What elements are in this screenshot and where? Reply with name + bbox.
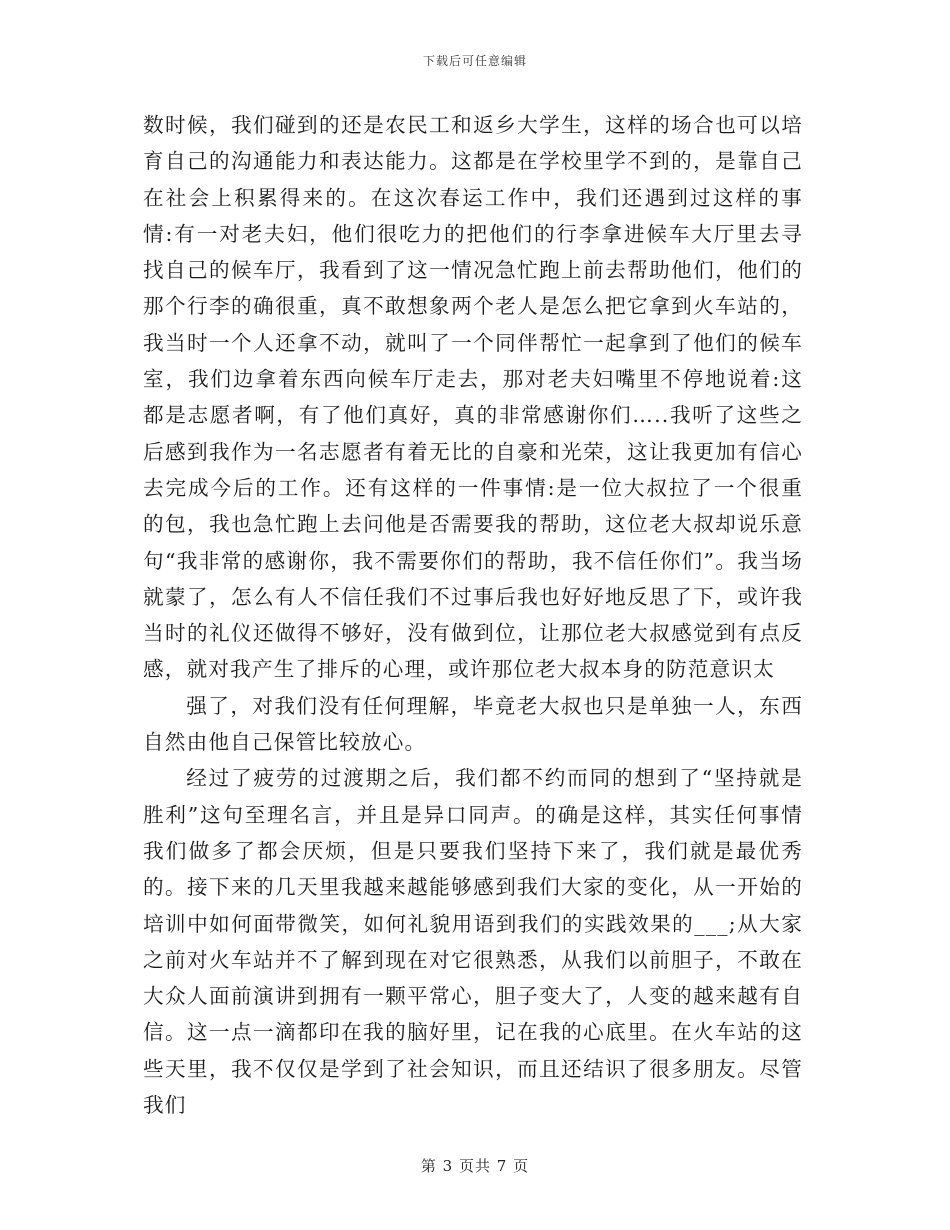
paragraph-3: 经过了疲劳的过渡期之后，我们都不约而同的想到了“坚持就是胜利”这句至理名言，并且是异口同声。的确是这样，其实任何事情我们做多了都会厌烦，但是只要我们坚持下来了，我们就是最优秀的。接下来的几天里我越来越能够感到我们大家的变化，从一开始的培训中如何面带微笑，如何礼貌用语到我们的实践效果的___;从大家之前对火车站并不了解到现在对它很熟悉，从我们以前胆子，不敢在大众人面前演讲到拥有一颗平常心，胆子变大了，人变的越来越有自信。这一点一滴都印在我的脑好里，记在我的心底里。在火车站的这些天里，我不仅仅是学到了社会知识，而且还结识了很多朋友。尽管我们 [143, 766, 803, 1118]
page-footer: 第 3 页共 7 页 [420, 1157, 530, 1175]
paragraph-1: 数时候，我们碰到的还是农民工和返乡大学生，这样的场合也可以培育自己的沟通能力和表达能力。这都是在学校里学不到的，是靠自己在社会上积累得来的。在这次春运工作中，我们还遇到过这样的事情:有一对老夫妇，他们很吃力的把他们的行李拿进候车大厅里去寻找自己的候车厅，我看到了这一情况急忙跑上前去帮助他们，他们的那个行李的确很重，真不敢想象两个老人是怎么把它拿到火车站的，我当时一个人还拿不动，就叫了一个同伴帮忙一起拿到了他们的候车室，我们边拿着东西向候车厅走去，那对老夫妇嘴里不停地说着:这都是志愿者啊，有了他们真好，真的非常感谢你们…..我听了这些之后感到我作为一名志愿者有着无比的自豪和光荣，这让我更加有信心去完成今后的工作。还有这样的一件事情:是一位大叔拉了一个很重的包，我也急忙跑上去问他是否需要我的帮助，这位老大叔却说乐意句“我非常的感谢你，我不需要你们的帮助，我不信任你们”。我当场就蒙了，怎么有人不信任我们不过事后我也好好地反思了下，或许我当时的礼仪还做得不够好，没有做到位，让那位老大叔感觉到有点反感，就对我产生了排斥的心理，或许那位老大叔本身的防范意识太 [143, 113, 803, 682]
page-header: 下载后可任意编辑 [422, 54, 527, 68]
document-body [143, 107, 803, 1123]
paragraph-2: 强了，对我们没有任何理解，毕竟老大叔也只是单独一人，东西自然由他自己保管比较放心。 [143, 693, 803, 755]
